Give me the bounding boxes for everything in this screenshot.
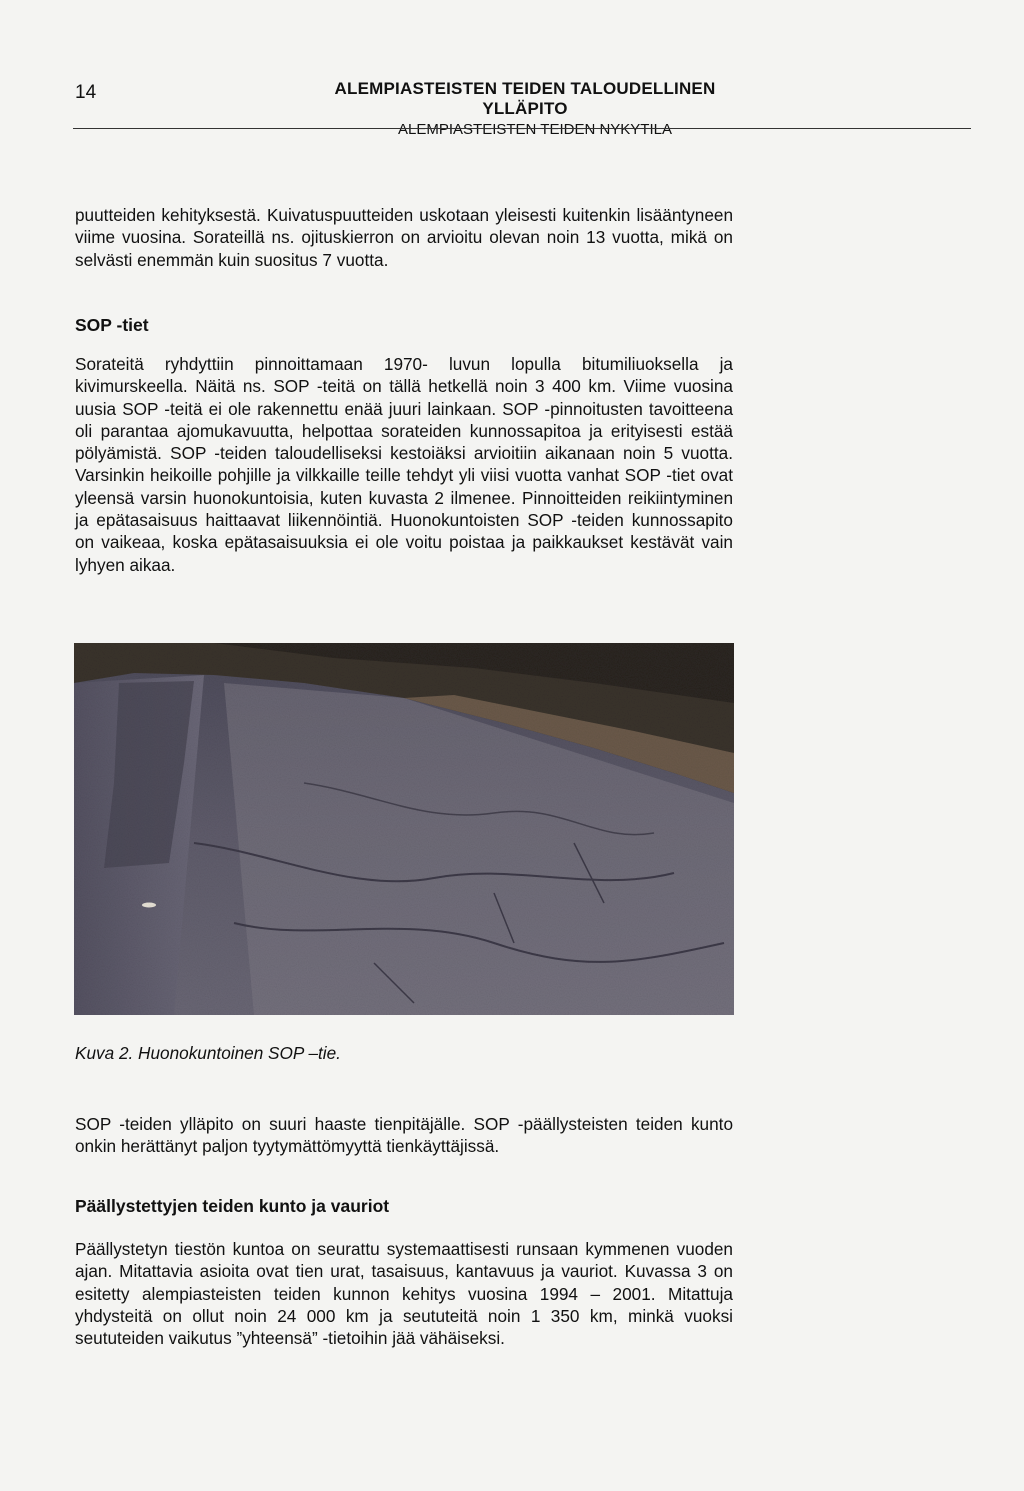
paragraph-paved-roads: Päällystetyn tiestön kuntoa on seurattu systemaattisesti runsaan kymmenen vuoden ajan. Mitattavia asioita ovat tien urat, tasaisuus, kantavuus ja vauriot. Kuvassa 3 on esitetty alempiasteisten teiden kunnon kehitys vuosina 1994 – 2001. Mitattuja yhdysteitä on ollut noin 24 000 km ja seututeitä noin 1 350 km, minkä vuoksi seututeiden vaikutus ”yhteensä” -tietoihin jää vähäiseksi.	[75, 1239, 733, 1349]
figure-caption: Kuva 2. Huonokuntoinen SOP –tie.	[75, 1043, 341, 1063]
page-number: 14	[75, 82, 97, 103]
paragraph-sop-roads: Sorateitä ryhdyttiin pinnoittamaan 1970- luvun lopulla bitumiliuoksella ja kivimurskeella. Näitä ns. SOP -teitä on tällä hetkellä noin 3 400 km. Viime vuosina uusia SOP -teitä ei ole rakennettu enää juuri lainkaan. SOP -pinnoitusten tavoitteena oli parantaa ajomukavuutta, helpottaa sorateiden kunnossapitoa ja erityisesti estää pölyämistä. SOP -teiden taloudelliseksi kestoiäksi arvioitiin aikanaan noin 5 vuotta. Varsinkin heikoille pohjille ja vilkkaille teille tehdyt yli viisi vuotta vanhat SOP -tiet ovat yleensä varsin huonokuntoisia, kuten kuvasta 2 ilmenee. Pinnoitteiden reikiintyminen ja epätasaisuus haittaavat liikennöintiä. Huonokuntoisten SOP -teiden kunnossapito on vaikeaa, koska epätasaisuuksia ei ole voitu poistaa ja paikkaukset kestävät vain lyhyen aikaa.	[75, 354, 733, 575]
section-heading-paved-roads: Päällystettyjen teiden kunto ja vauriot	[75, 1196, 390, 1216]
running-header-subtitle: ALEMPIASTEISTEN TEIDEN NYKYTILA	[398, 121, 672, 138]
road-photo	[74, 643, 734, 1015]
paragraph-drainage: puutteiden kehityksestä. Kuivatuspuutteiden uskotaan yleisesti kuitenkin lisääntyneen viime vuosina. Sorateillä ns. ojituskierron on arvioitu olevan noin 13 vuotta, mikä on selvästi enemmän kuin suositus 7 vuotta.	[75, 205, 733, 270]
running-header	[300, 79, 750, 138]
section-heading-sop-roads: SOP -tiet	[75, 315, 149, 335]
paragraph-sop-maintenance: SOP -teiden ylläpito on suuri haaste tienpitäjälle. SOP -päällysteisten teiden kunto onkin herättänyt paljon tyytymättömyyttä tienkäyttäjissä.	[75, 1114, 733, 1157]
running-header-title: ALEMPIASTEISTEN TEIDEN TALOUDELLINEN YLLÄPITO	[334, 79, 716, 118]
header-rule	[73, 128, 971, 129]
